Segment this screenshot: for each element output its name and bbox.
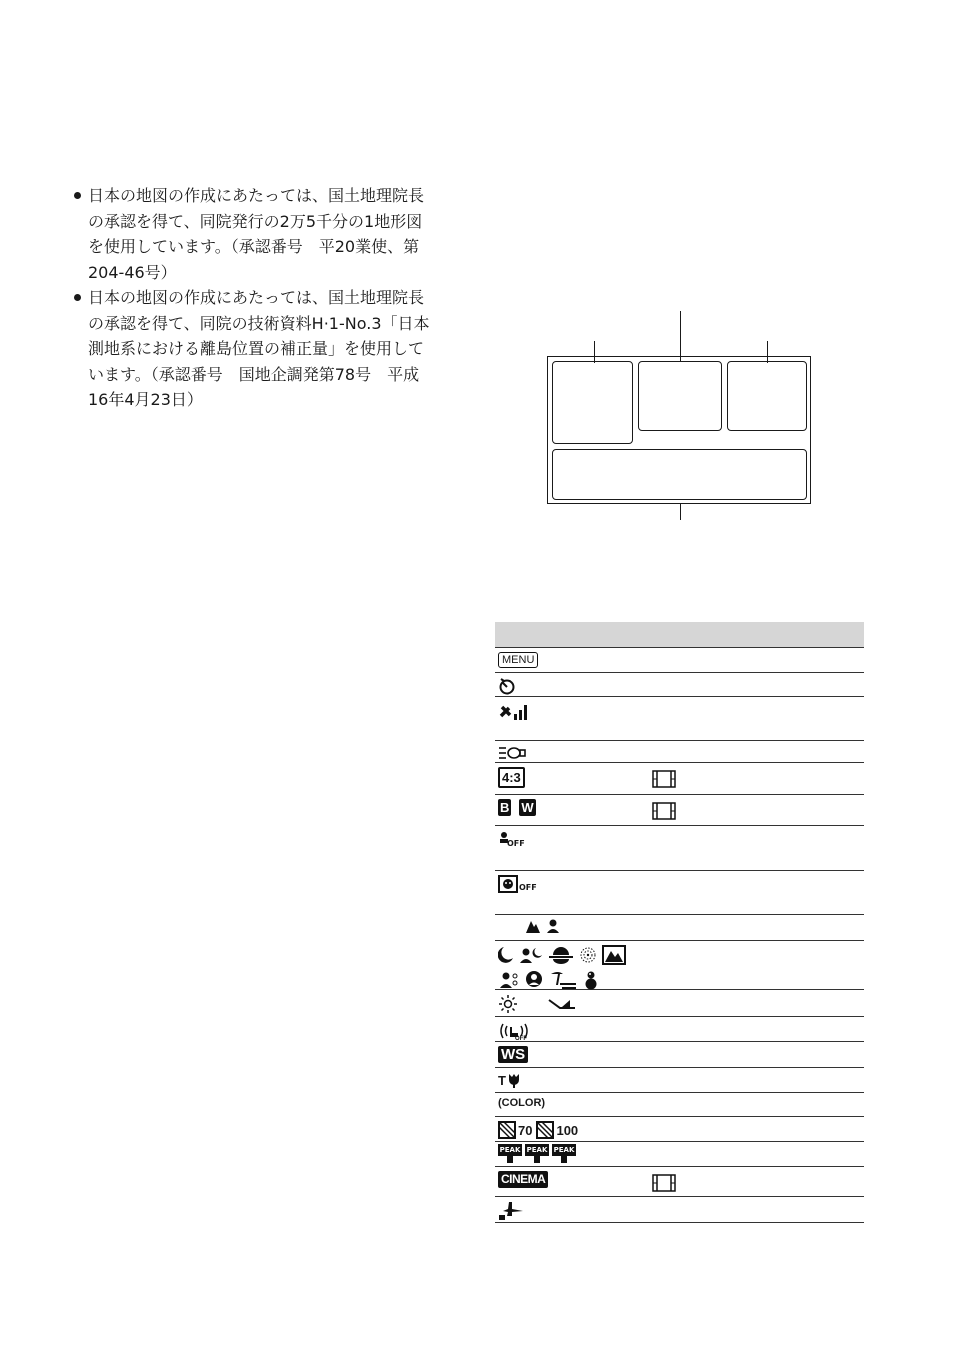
- note-item: [74, 183, 454, 285]
- leader-line-bottom: [680, 503, 681, 520]
- table-row: [495, 1197, 864, 1223]
- ws-icon: WS: [498, 1046, 528, 1063]
- table-row: [495, 1167, 864, 1197]
- menu-icon: MENU: [498, 652, 538, 668]
- right-area-box: [727, 361, 807, 431]
- film-icon: [652, 1174, 676, 1192]
- film-icon: [652, 770, 676, 788]
- cinema-icon: CINEMA: [498, 1171, 548, 1188]
- color-label: COLOR: [501, 1097, 542, 1109]
- table-row: [495, 741, 864, 763]
- gps-signal-icon: [498, 701, 530, 723]
- table-row: [495, 1142, 864, 1167]
- zebra-70-label: 70: [518, 1122, 533, 1138]
- peak-r-sub: [534, 1155, 540, 1163]
- portrait-icon: [498, 971, 520, 989]
- table-row: [495, 826, 864, 871]
- peak-y-sub: [561, 1155, 567, 1163]
- bullet: [74, 294, 81, 301]
- snow-icon: [583, 970, 599, 990]
- note-line: 16年4月23日）: [88, 390, 203, 409]
- note-line: 日本の地図の作成にあたっては、国土地理院長: [88, 288, 425, 307]
- zebra-100-icon: [536, 1121, 554, 1139]
- leader-line-center: [680, 311, 681, 361]
- tele-macro-icon: [507, 1072, 521, 1088]
- spotlight-icon: [525, 970, 543, 990]
- zebra-70-icon: [498, 1121, 516, 1139]
- film-icon: [652, 802, 676, 820]
- note-line: 204-46号）: [88, 262, 177, 282]
- peak-w-icon: [498, 1144, 522, 1164]
- note-line: います。（承認番号 国地企調発第78号 平成: [88, 364, 420, 384]
- note-line: 測地系における離島位置の補正量」を使用して: [88, 339, 425, 358]
- table-row: [495, 1093, 864, 1117]
- table-row: [495, 941, 864, 990]
- note-item: [74, 285, 454, 413]
- table-row: [495, 1068, 864, 1093]
- screen-layout-diagram: [547, 311, 813, 521]
- color-icon: (COLOR): [498, 1097, 546, 1109]
- table-header: [495, 622, 864, 647]
- table-row: [495, 647, 864, 673]
- peak-y-icon: [552, 1144, 576, 1164]
- note-line: の承認を得て、同院の技術資料H·1-No.3「日本: [88, 313, 430, 333]
- lcd-screen: [547, 356, 811, 504]
- beach-icon: [548, 970, 578, 990]
- sunset-icon: [548, 946, 574, 964]
- note-line: を使用しています。（承認番号 平20業使、第: [88, 237, 420, 256]
- outdoor-icon: [498, 994, 518, 1014]
- table-row: [495, 673, 864, 697]
- table-row: [495, 871, 864, 915]
- w-icon: W: [521, 800, 534, 815]
- off-label: OFF: [519, 883, 537, 892]
- zebra-100-label: 100: [556, 1122, 579, 1138]
- night-icon: [498, 946, 514, 964]
- steadyshot-off-icon: [498, 1021, 530, 1041]
- fireworks-icon: [579, 946, 597, 964]
- aspect-4-3-icon: 4:3: [498, 767, 525, 788]
- indoor-icon: [548, 996, 576, 1012]
- peak-r-icon: [525, 1144, 549, 1164]
- table-row: [495, 1117, 864, 1142]
- self-timer-icon: [498, 677, 516, 695]
- svg-text:OFF: OFF: [515, 1036, 527, 1041]
- indicator-table: [495, 622, 864, 1223]
- bullet: [74, 192, 81, 199]
- table-row: [495, 990, 864, 1017]
- off-label: OFF: [507, 839, 525, 848]
- table-row: [495, 795, 864, 826]
- table-row: [495, 697, 864, 741]
- table-row: [495, 763, 864, 795]
- note-line: の承認を得て、同院発行の2万5千分の1地形図: [88, 211, 423, 231]
- peak-label: PEAK: [553, 1146, 575, 1154]
- note-line: 日本の地図の作成にあたっては、国土地理院長: [88, 186, 425, 205]
- landscape-icon: [525, 918, 541, 934]
- notes-list: [74, 183, 454, 413]
- b-icon: B: [500, 800, 510, 815]
- face-detection-off-icon: [498, 875, 538, 895]
- center-area-box: [638, 361, 722, 431]
- table-row: [495, 915, 864, 941]
- peak-label: PEAK: [526, 1146, 548, 1154]
- left-area-box: [552, 361, 633, 444]
- flight-mode-icon: [498, 1201, 524, 1221]
- landscape-box-icon: [602, 945, 626, 965]
- portrait-icon: [545, 918, 561, 934]
- table-row: [495, 1042, 864, 1068]
- peak-label: PEAK: [499, 1146, 521, 1154]
- lamp-icon: [498, 745, 526, 761]
- tele-macro-label: T: [498, 1072, 506, 1088]
- bottom-area-box: [552, 449, 807, 500]
- table-row: [495, 1017, 864, 1042]
- peak-w-sub: [507, 1155, 513, 1163]
- night-portrait-icon: [519, 946, 543, 964]
- smile-shutter-off-icon: [498, 830, 524, 850]
